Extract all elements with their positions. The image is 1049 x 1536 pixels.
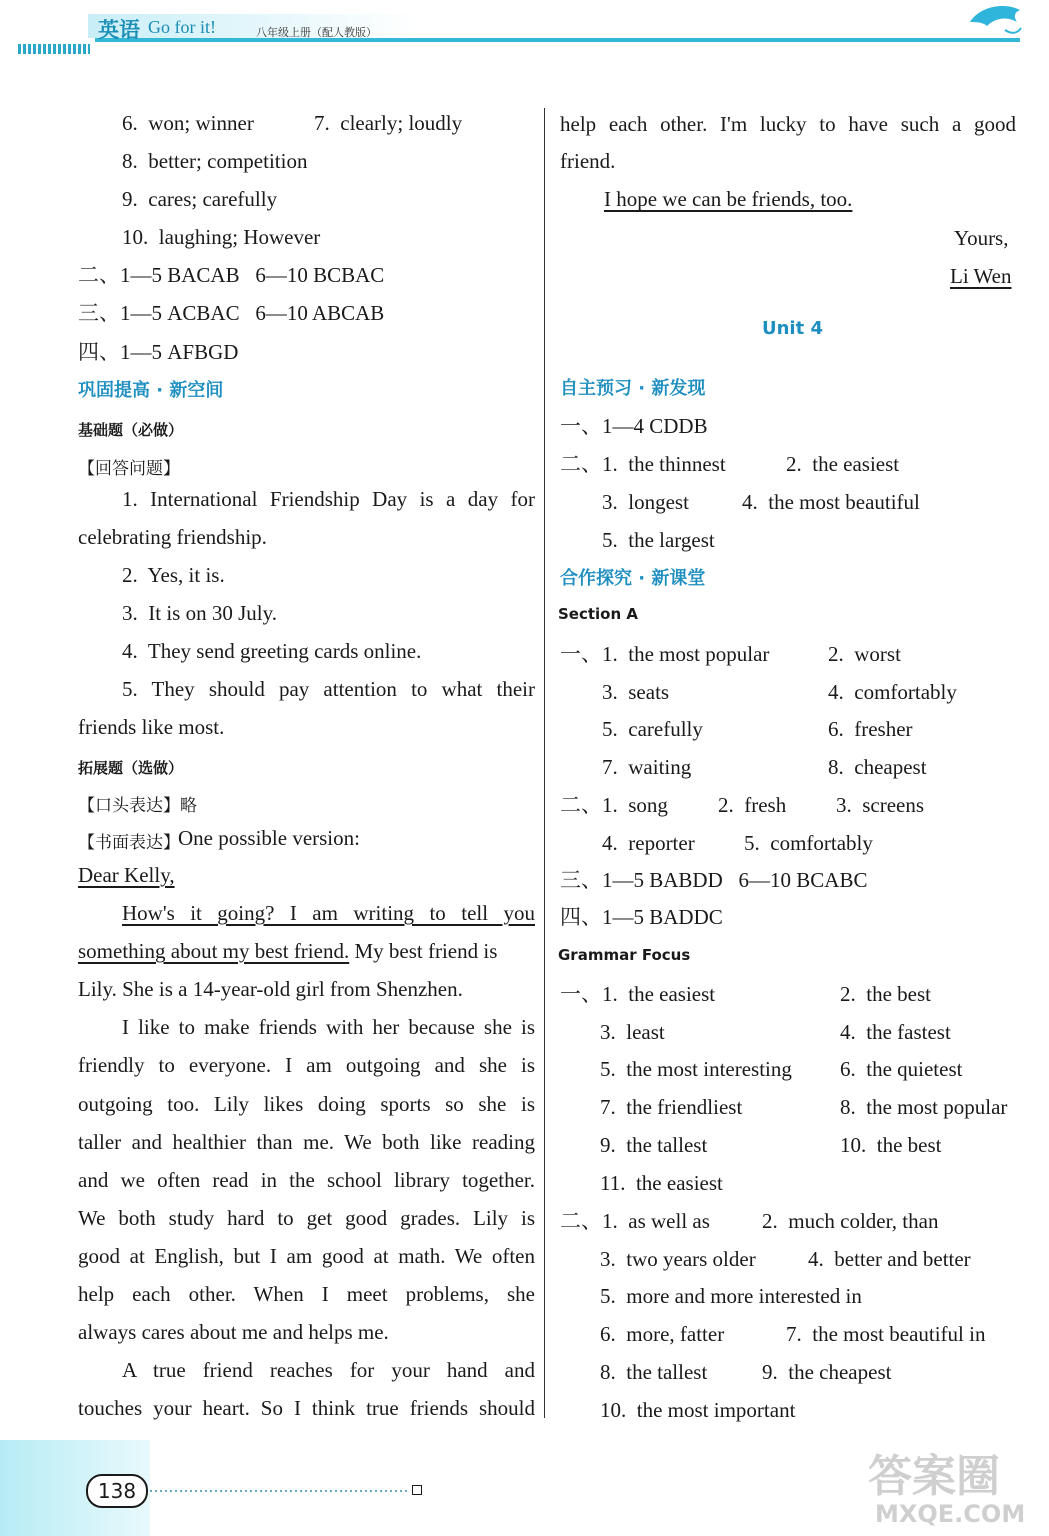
answer-line: 6. more, fatter: [600, 1322, 725, 1346]
answer-line: 四、1—5 AFBGD: [78, 340, 239, 364]
question-tag: 【回答问题】: [78, 459, 180, 479]
footer-square-icon: [412, 1485, 422, 1495]
answer-line: 11. the easiest: [600, 1171, 723, 1195]
letter-line: A true friend reaches for your hand and: [122, 1358, 535, 1382]
answer-line: 7. clearly; loudly: [314, 111, 463, 135]
answer-line: 7. waiting: [602, 755, 692, 779]
letter-line: friend.: [560, 149, 616, 173]
column-divider: [544, 108, 545, 1418]
header-stripes: [18, 44, 90, 54]
header-rule: [95, 38, 1020, 42]
answer-line: 3. two years older: [600, 1247, 756, 1271]
letter-greeting: Dear Kelly,: [78, 863, 175, 887]
answer-line: 一、1. the most popular: [560, 642, 770, 666]
answer-line: 2. fresh: [718, 793, 787, 817]
answer-line: 2. much colder, than: [762, 1209, 939, 1233]
answer-line: 2. worst: [828, 642, 901, 666]
answer-line: One possible version:: [178, 826, 360, 850]
answer-line: friends like most.: [78, 715, 225, 739]
letter-text: My best friend is: [349, 939, 498, 963]
answer-line: 6. fresher: [828, 717, 913, 741]
answer-line: 7. the friendliest: [600, 1095, 743, 1119]
answer-line: 8. the most popular: [840, 1095, 1008, 1119]
answer-line: 四、1—5 BADDC: [560, 905, 723, 929]
section-heading: 合作探究 · 新课堂: [560, 568, 706, 589]
answer-line: 4. the most beautiful: [742, 490, 920, 514]
header-grade: 八年级上册（配人教版）: [256, 26, 377, 39]
answer-line: 4. comfortably: [828, 680, 957, 704]
answer-line: 10. the most important: [600, 1398, 796, 1422]
letter-line: good at English, but I am good at math. We often: [78, 1244, 535, 1268]
header-series: Go for it!: [148, 17, 216, 37]
subsection-heading: 基础题（必做）: [78, 421, 184, 439]
answer-line: 3. longest: [602, 490, 689, 514]
answer-line: celebrating friendship.: [78, 525, 267, 549]
question-tag: 【书面表达】: [78, 833, 180, 853]
answer-line: 6. won; winner: [122, 111, 254, 135]
answer-line: 8. better; competition: [122, 149, 308, 173]
answer-line: 4. They send greeting cards online.: [122, 639, 422, 663]
watermark-url: MXQE.COM: [875, 1500, 1026, 1528]
answer-line: 二、1. as well as: [560, 1209, 710, 1233]
subsection-heading: Section A: [558, 605, 638, 623]
letter-line: How's it going? I am writing to tell you: [122, 901, 535, 925]
answer-line: 10. the best: [840, 1133, 942, 1157]
answer-line: 8. the tallest: [600, 1360, 708, 1384]
answer-line: 5. comfortably: [744, 831, 873, 855]
answer-line: 三、1—5 ACBAC 6—10 ABCAB: [78, 301, 385, 325]
header-subject: 英语: [98, 18, 140, 42]
watermark-logo: 答案圈: [868, 1451, 1000, 1502]
answer-line: 5. the largest: [602, 528, 715, 552]
answer-line: 3. seats: [602, 680, 670, 704]
letter-underlined: something about my best friend.: [78, 939, 350, 963]
answer-line: 一、1. the easiest: [560, 982, 716, 1006]
section-heading: 自主预习 · 新发现: [560, 378, 706, 399]
dolphin-logo-icon: [965, 0, 1025, 40]
letter-line: touches your heart. So I think true friends should: [78, 1396, 535, 1420]
answer-line: 1. International Friendship Day is a day for: [122, 487, 535, 511]
letter-line: friendly to everyone. I am outgoing and she is: [78, 1053, 535, 1077]
subsection-heading: Grammar Focus: [558, 946, 691, 964]
answer-line: 7. the most beautiful in: [786, 1322, 986, 1346]
answer-line: 3. least: [600, 1020, 665, 1044]
answer-line: 一、1—4 CDDB: [560, 414, 708, 438]
letter-closing: Yours,: [954, 226, 1009, 250]
page-number: 138: [86, 1474, 148, 1508]
letter-line: always cares about me and helps me.: [78, 1320, 389, 1344]
answer-line: 9. the cheapest: [762, 1360, 892, 1384]
section-heading: 巩固提高 · 新空间: [78, 380, 224, 401]
letter-line: taller and healthier than me. We both like reading: [78, 1130, 535, 1154]
answer-line: 二、1. the thinnest: [560, 452, 726, 476]
answer-line: 5. carefully: [602, 717, 703, 741]
answer-line: 4. the fastest: [840, 1020, 951, 1044]
answer-line: 三、1—5 BABDD 6—10 BCABC: [560, 868, 868, 892]
answer-line: 10. laughing; However: [122, 225, 321, 249]
answer-line: 5. the most interesting: [600, 1057, 792, 1081]
answer-line: 2. the easiest: [786, 452, 900, 476]
page-header: [0, 0, 1049, 58]
answer-line: 4. reporter: [602, 831, 695, 855]
answer-line: 2. Yes, it is.: [122, 563, 225, 587]
answer-line: 二、1—5 BACAB 6—10 BCBAC: [78, 263, 385, 287]
answer-line: 3. It is on 30 July.: [122, 601, 277, 625]
answer-line: 5. They should pay attention to what their: [122, 677, 535, 701]
answer-line: 9. cares; carefully: [122, 187, 278, 211]
unit-title: Unit 4: [762, 318, 823, 339]
answer-line: 5. more and more interested in: [600, 1284, 862, 1308]
answer-line: 6. the quietest: [840, 1057, 963, 1081]
answer-line: 8. cheapest: [828, 755, 927, 779]
letter-line: We both study hard to get good grades. Lily is: [78, 1206, 535, 1230]
letter-signature: Li Wen: [950, 264, 1012, 288]
letter-line: I like to make friends with her because she is: [122, 1015, 535, 1039]
subsection-heading: 拓展题（选做）: [78, 759, 184, 777]
answer-line: 2. the best: [840, 982, 931, 1006]
letter-line: help each other. I'm lucky to have such a good: [560, 112, 1016, 136]
answer-line: 3. screens: [836, 793, 925, 817]
letter-line: I hope we can be friends, too.: [604, 187, 853, 211]
letter-line: [78, 939, 497, 963]
question-tag: 【口头表达】略: [78, 796, 197, 816]
answer-line: 9. the tallest: [600, 1133, 708, 1157]
letter-line: help each other. When I meet problems, she: [78, 1282, 535, 1306]
letter-line: Lily. She is a 14-year-old girl from Shenzhen.: [78, 977, 463, 1001]
footer-dotted-rule: [150, 1490, 408, 1492]
answer-line: 二、1. song: [560, 793, 668, 817]
answer-line: 4. better and better: [808, 1247, 971, 1271]
letter-line: outgoing too. Lily likes doing sports so she is: [78, 1092, 535, 1116]
letter-line: and we often read in the school library together.: [78, 1168, 535, 1192]
